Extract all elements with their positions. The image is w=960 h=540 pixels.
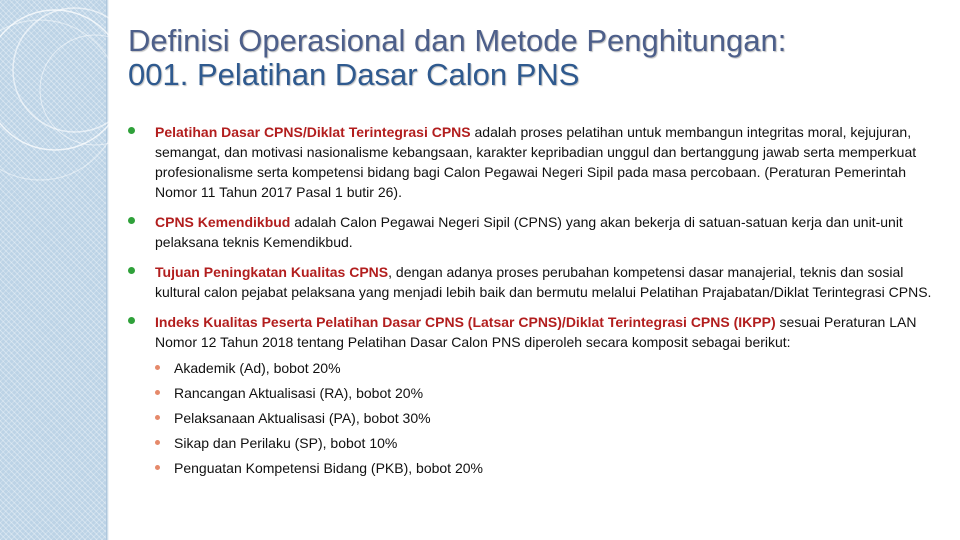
sub-item-rancangan [155, 383, 934, 408]
title-line-2: 001. Pelatihan Dasar Calon PNS [128, 57, 580, 92]
sub-item-pelaksanaan [155, 408, 934, 433]
sub-item-penguatan [155, 458, 934, 483]
bullet-cpns-kemendikbud [128, 212, 934, 252]
bullet-pelatihan-dasar [128, 122, 934, 202]
sub-bullet-icon [155, 440, 160, 445]
bullet-term: Pelatihan Dasar CPNS/Diklat Terintegrasi CPNS [155, 124, 471, 140]
content-body [128, 122, 934, 493]
sub-item-label: Pelaksanaan Aktualisasi (PA), bobot 30% [174, 410, 431, 426]
bullet-text: adalah proses pelatihan untuk membangun integritas moral, kejujuran, semangat, dan motivasi nasionalisme kebangsaan, karakter kepribadian unggul dan bertanggung jawab serta memperkuat profesionalisme serta kompetensi bidang bagi Calon Pegawai Negeri Sipil pada masa percobaan. (Peraturan Pemerintah Nomor 11 Tahun 2017 Pasal 1 butir 26). [155, 124, 917, 200]
bullet-dot-icon [128, 127, 135, 134]
sub-item-label: Penguatan Kompetensi Bidang (PKB), bobot 20% [174, 460, 483, 476]
bullet-text: adalah Calon Pegawai Negeri Sipil (CPNS) yang akan bekerja di satuan-satuan kerja dan unit-unit pelaksana teknis Kemendikbud. [155, 214, 903, 250]
bullet-dot-icon [128, 217, 135, 224]
sub-item-label: Rancangan Aktualisasi (RA), bobot 20% [174, 385, 424, 401]
title-line-1: Definisi Operasional dan Metode Penghitungan: [128, 23, 787, 58]
bullet-text: sesuai Peraturan LAN Nomor 12 Tahun 2018 tentang Pelatihan Dasar Calon PNS diperoleh secara komposit sebagai berikut: [155, 314, 917, 350]
bullet-indeks-kualitas [128, 312, 934, 483]
sub-list [155, 358, 934, 483]
sub-bullet-icon [155, 415, 160, 420]
bullet-text: , dengan adanya proses perubahan kompetensi dasar manajerial, teknis dan sosial kultural calon pejabat pelaksana yang menjadi lebih baik dan bermutu melalui Pelatihan Prajabatan/Diklat Terintegrasi CPNS. [155, 264, 932, 300]
bullet-dot-icon [128, 317, 135, 324]
sub-bullet-icon [155, 465, 160, 470]
bullet-dot-icon [128, 267, 135, 274]
sub-item-label: Akademik (Ad), bobot 20% [174, 360, 341, 376]
page-title [128, 24, 948, 92]
sub-item-akademik [155, 358, 934, 383]
bullet-term: CPNS Kemendikbud [155, 214, 291, 230]
sub-item-sikap [155, 433, 934, 458]
bullet-term: Indeks Kualitas Peserta Pelatihan Dasar CPNS (Latsar CPNS)/Diklat Terintegrasi CPNS (IKPP) [155, 314, 776, 330]
sub-bullet-icon [155, 365, 160, 370]
bullet-tujuan [128, 262, 934, 302]
sub-item-label: Sikap dan Perilaku (SP), bobot 10% [174, 435, 398, 451]
sub-bullet-icon [155, 390, 160, 395]
bullet-term: Tujuan Peningkatan Kualitas CPNS [155, 264, 389, 280]
